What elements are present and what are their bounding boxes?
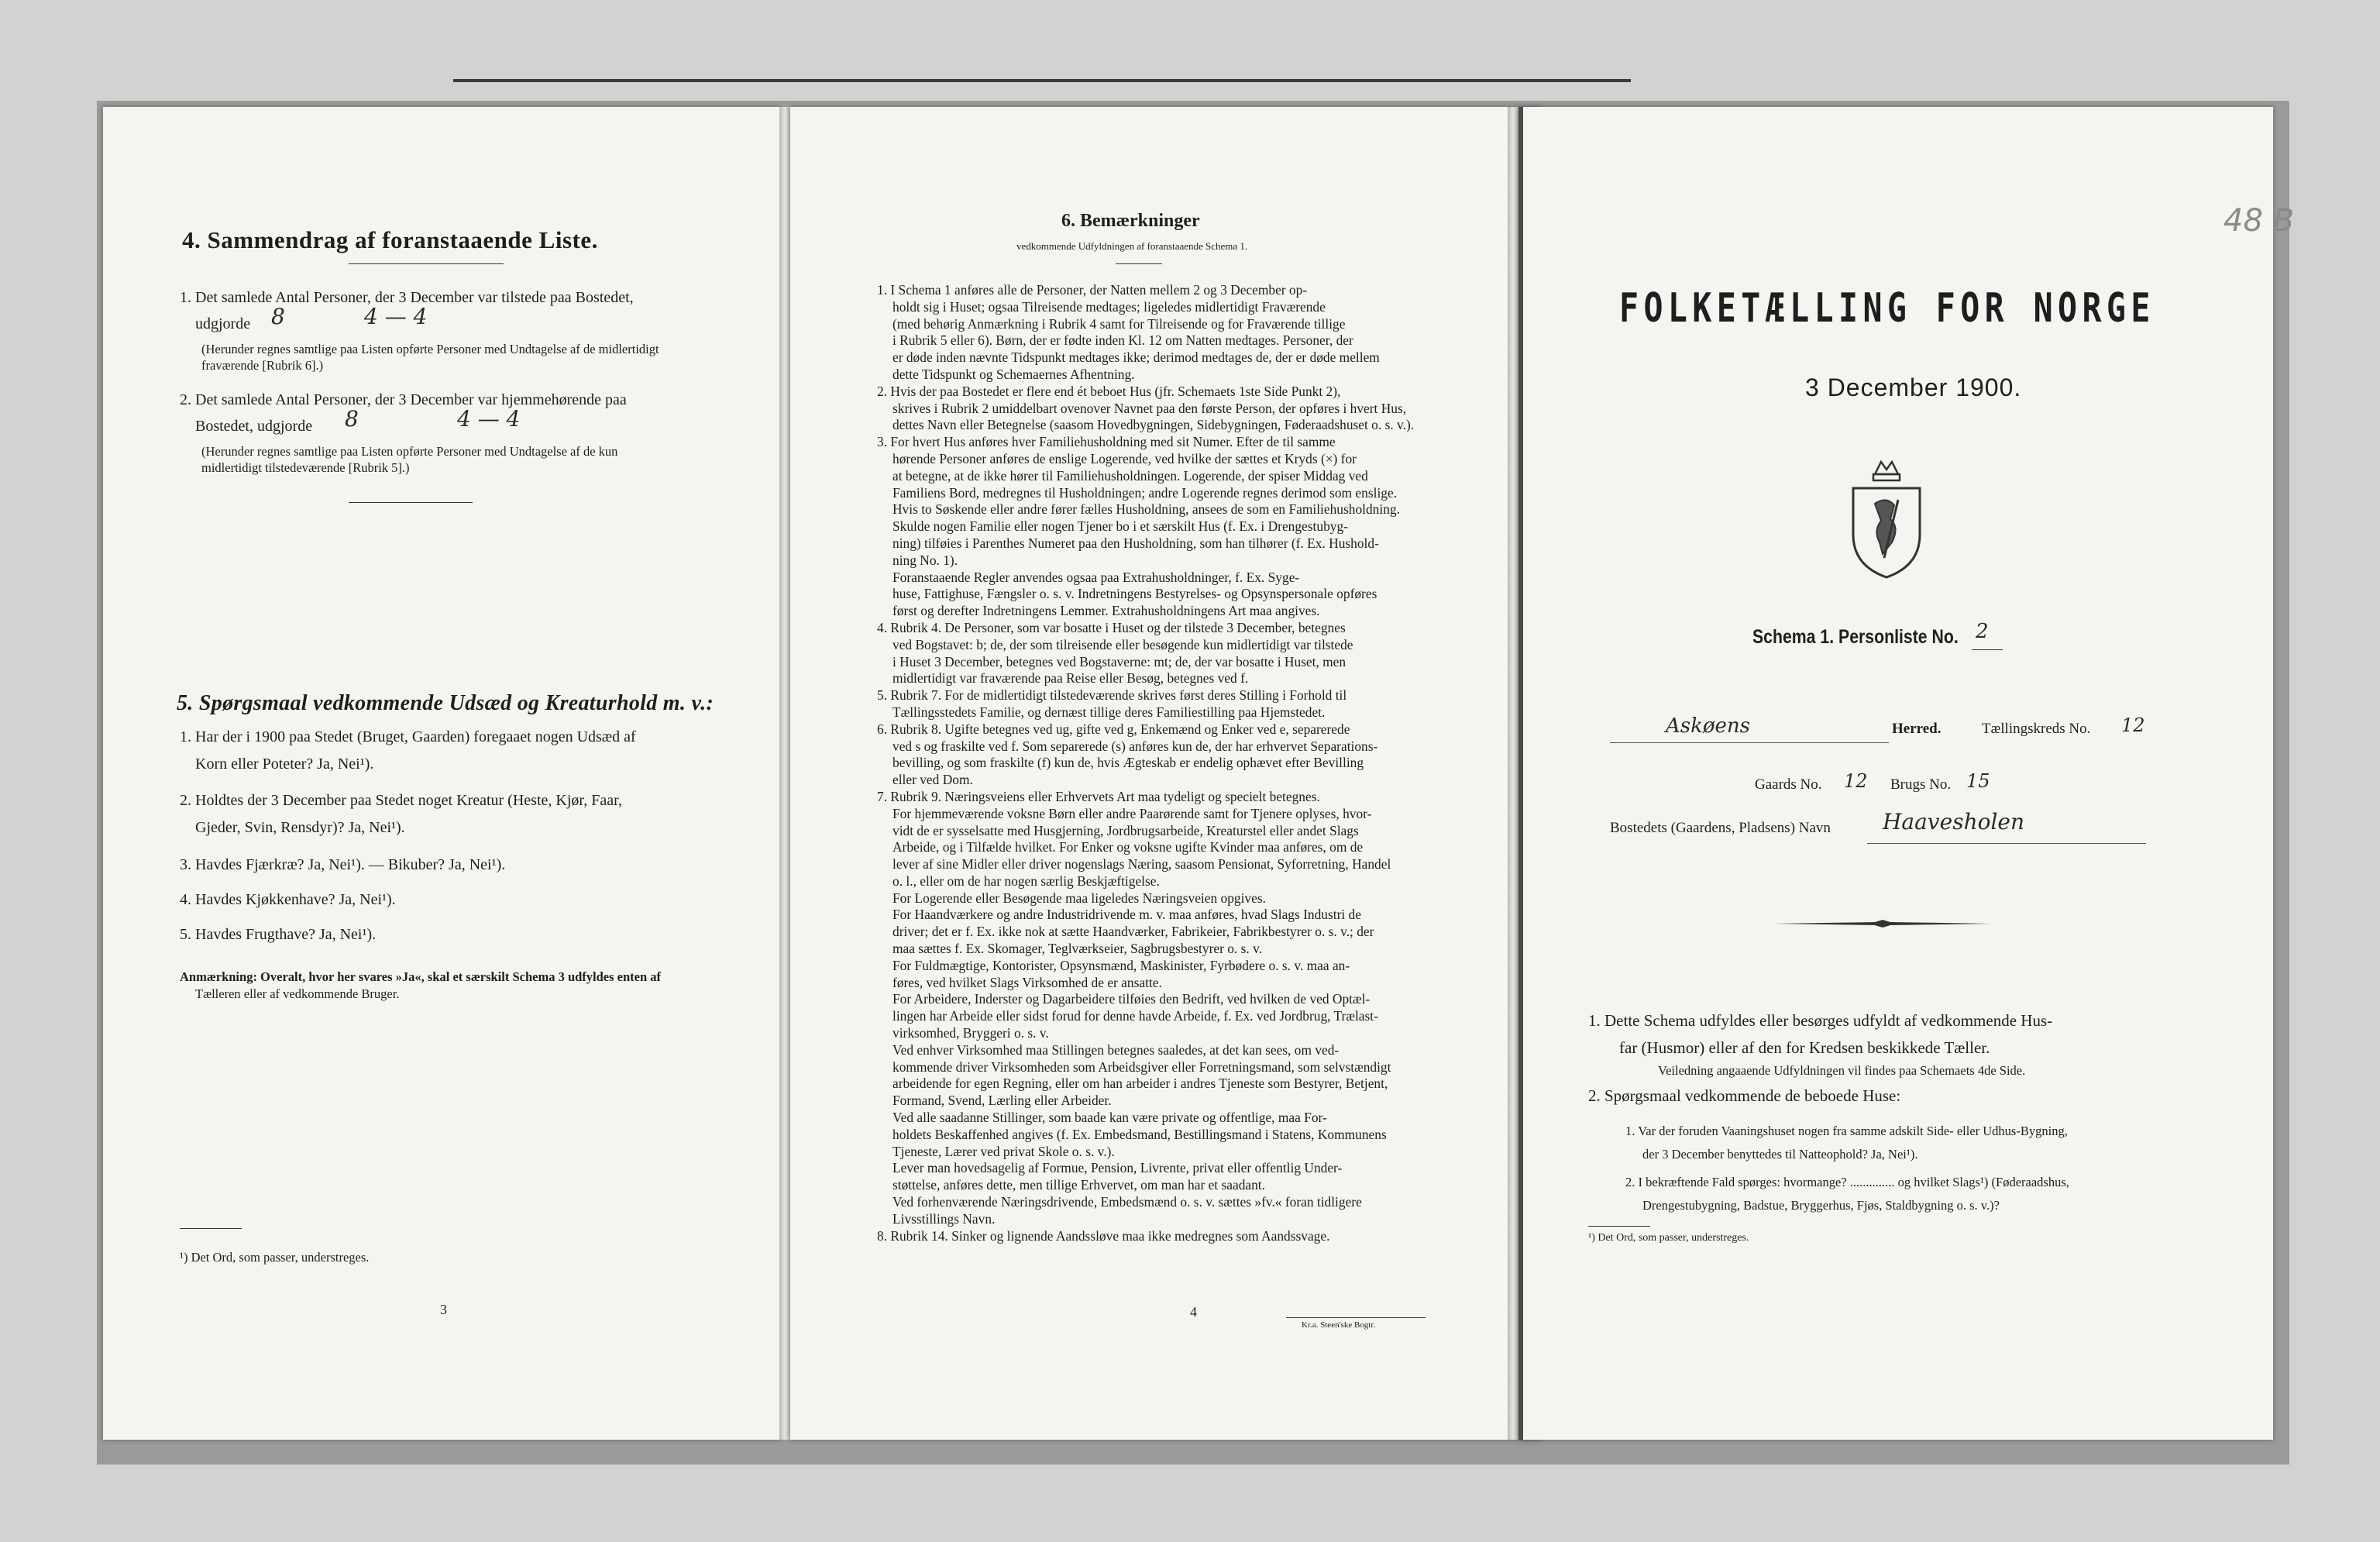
remark-line: dette Tidspunkt og Schemaernes Afhentning. [892,366,1135,382]
remark-line: arbeidende for egen Regning, eller om han arbeider i andres Tjeneste som Bestyrer, Betjent, [892,1076,1388,1092]
page-number-4: 4 [1190,1304,1197,1320]
section-rule [349,502,473,503]
remark-line: ved Bogstavet: b; de, der som tilreisende eller besøgende kun midlertidigt var tilstede [892,636,1353,652]
bosted-label: Bostedets (Gaardens, Pladsens) Navn [1610,820,1831,836]
remark-line: hørende Personer anføres de enslige Logerende, ved hvilke der sættes et Kryds (×) for [892,450,1357,466]
remark-line: 7. Rubrik 9. Næringsveiens eller Erhvervets Art maa tydeligt og specielt betegnes. [877,788,1320,804]
remark-line: først og derefter Indretningens Lemmer. Extrahusholdningens Art maa angives. [892,603,1320,619]
udsaed-heading: 5. Spørgsmaal vedkommende Udsæd og Kreaturhold m. v.: [177,691,714,715]
summary-item-2-line1: 2. Det samlede Antal Personer, der 3 December var hjemmehørende paa [180,391,627,408]
remark-line: bevilling, og som fraskilte (f) kun de, hvis Ægteskab er endelig ophævet efter Bevilling [892,755,1364,771]
remark-line: lever af sine Midler eller driver nogenslags Næring, saasom Pensionat, Syforretning, Handel [892,856,1391,873]
summary-item-1-value: 8 [271,304,285,329]
remark-line: kommende driver Virksomheden som Arbeidsgiver eller Forretningsmand, som selvstændigt [892,1058,1391,1075]
remark-line: Tællingsstedets Familie, og dernæst tillige deres Familiestilling paa Hjemstedet. [892,704,1326,720]
pencil-mark: 48 B [2224,203,2295,239]
remark-line: at betegne, at de ikke hører til Familiehusholdningen. Logerende, der spiser Middag ved [892,467,1368,484]
remark-line: Foranstaaende Regler anvendes ogsaa paa Extrahusholdninger, f. Ex. Syge- [892,569,1300,585]
brugs-label: Brugs No. [1890,776,1952,793]
question-5: 5. Havdes Frugthave? Ja, Nei¹). [180,926,377,943]
question-3: 3. Havdes Fjærkræ? Ja, Nei¹). — Bikuber? Ja, Nei¹). [180,856,506,873]
remark-line: 4. Rubrik 4. De Personer, som var bosatte i Huset og der tilstede 3 December, betegnes [877,619,1346,635]
brugs-number: 15 [1966,770,1990,792]
instruction-1-note: Veiledning angaaende Udfyldningen vil findes paa Schemaets 4de Side. [1658,1063,2026,1078]
remark-line: o. l., eller om de har nogen særlig Beskjæftigelse. [892,873,1160,889]
remark-line: Lever man hovedsagelig af Formue, Pension, Livrente, privat eller offentlig Under- [892,1160,1343,1176]
remark-line: virksomhed, Bryggeri o. s. v. [892,1025,1049,1041]
instruction-1-line2: far (Husmor) eller af den for Kredsen beskikkede Tæller. [1619,1038,1990,1057]
kreds-label: Tællingskreds No. [1982,721,2091,737]
summary-item-1-label: udgjorde [195,315,251,332]
summary-item-1-subnote1: (Herunder regnes samtlige paa Listen opførte Personer med Undtagelse af de midlertidigt [201,342,659,356]
question-4: 4. Havdes Kjøkkenhave? Ja, Nei¹). [180,891,396,908]
left-footnote: ¹) Det Ord, som passer, understreges. [180,1250,370,1265]
remark-line: i Huset 3 December, betegnes ved Bogstaverne: mt; de, der var bosatte i Huset, men [892,653,1346,669]
gaards-label: Gaards No. [1755,776,1822,793]
remark-line: i Rubrik 5 eller 6). Børn, der er fødte inden Kl. 12 om Natten medtages. Personer, der [892,332,1353,349]
remark-line: Ved forhenværende Næringsdrivende, Embedsmænd o. s. v. sættes »fv.« foran tidligere [892,1194,1362,1210]
instruction-2: 2. Spørgsmaal vedkommende de beboede Huse: [1588,1086,1901,1105]
remark-line: Familiens Bord, medregnes til Husholdningen; andre Logerende regnes derimod som enslige. [892,484,1398,501]
ornament-divider [1774,918,1991,929]
remarks-subheading: vedkommende Udfyldningen af foranstaaende Schema 1. [1016,240,1248,252]
remark-line: er døde inden nævnte Tidspunkt medtages ikke; derimod medtages de, der er døde mellem [892,349,1380,366]
house-question-1-line1: 1. Var der foruden Vaaningshuset nogen fra samme adskilt Side- eller Udhus-Bygning, [1625,1124,2068,1138]
remark-line: Hvis to Søskende eller andre fører fælles Husholdning, ansees de som en Familiehusholdning. [892,501,1400,518]
herred-line [1610,742,1889,743]
summary-item-1-subnote2: fraværende [Rubrik 6].) [201,358,324,373]
remark-line: (med behørig Anmærkning i Rubrik 4 samt for Tilreisende og for Fraværende tillige [892,315,1346,332]
remark-line: For Fuldmægtige, Kontorister, Opsynsmænd, Maskinister, Fyrbødere o. s. v. maa an- [892,957,1350,973]
top-rule [453,79,1631,82]
census-date: 3 December 1900. [1805,373,2022,401]
gaards-number: 12 [1844,770,1868,792]
right-footnote-rule [1588,1226,1650,1227]
printer-credit: Kr.a. Steen'ske Bogtr. [1302,1320,1376,1330]
remark-line: 6. Rubrik 8. Ugifte betegnes ved ug, gifte ved g, Enkemænd og Enker ved e, separerede [877,721,1350,737]
summary-item-2-note: 4 — 4 [457,406,521,432]
remark-line: skrives i Rubrik 2 umiddelbart ovenover Navnet paa den første Person, der opføres i hvert Hus, [892,400,1407,416]
remark-line: ning) tilføies i Parenthes Numeret paa den Husholdning, som han tilhører (f. Ex. Hushold- [892,535,1379,551]
remark-line: Ved enhver Virksomhed maa Stillingen betegnes saaledes, at det kan sees, om ved- [892,1041,1340,1058]
remarks-heading: 6. Bemærkninger [1061,211,1200,231]
remark-line: For Arbeidere, Inderster og Dagarbeidere tilføies den Bedrift, ved hvilken de ved Optæl- [892,991,1371,1007]
anmerkning-line2: Tælleren eller af vedkommende Bruger. [195,986,400,1001]
schema-label: Schema 1. Personliste No. [1752,626,1959,648]
personliste-line [1972,649,2003,650]
house-question-2-line2: Drengestubygning, Badstue, Bryggerhus, Fjøs, Staldbygning o. s. v.)? [1642,1198,2000,1213]
remark-line: dettes Navn eller Betegnelse (saasom Hovedbygningen, Sidebygningen, Føderaadshuset o. s. v.). [892,417,1415,433]
remark-line: For Haandværkere og andre Industridrivende m. v. maa anføres, hvad Slags Industri de [892,907,1361,923]
footnote-rule [180,1228,242,1229]
remark-line: maa sættes f. Ex. Skomager, Teglværkseier, Sagbrugsbestyrer o. s. v. [892,941,1262,957]
instruction-1-line1: 1. Dette Schema udfyldes eller besørges udfyldt af vedkommende Hus- [1588,1011,2053,1030]
bosted-value: Haavesholen [1883,809,2025,835]
question-2-line1: 2. Holdtes der 3 December paa Stedet noget Kreatur (Heste, Kjør, Faar, [180,792,622,809]
remark-line: ning No. 1). [892,552,958,568]
remark-line: støttelse, anføres dette, men tillige Erhvervet, om man har et saadant. [892,1177,1265,1193]
remark-line: eller ved Dom. [892,772,973,788]
summary-item-2-label: Bostedet, udgjorde [195,418,313,435]
remark-line: For hjemmeværende voksne Børn eller andre Paarørende samt for Tjenere oplyses, hvor- [892,805,1372,821]
question-2-line2: Gjeder, Svin, Rensdyr)? Ja, Nei¹). [195,819,405,836]
summary-item-1-line1: 1. Det samlede Antal Personer, der 3 December var tilstede paa Bostedet, [180,289,634,306]
question-1-line1: 1. Har der i 1900 paa Stedet (Bruget, Gaarden) foregaaet nogen Udsæd af [180,728,636,745]
remarks-rule [1116,263,1162,264]
page-number-3: 3 [440,1302,447,1317]
house-question-2-line1: 2. I bekræftende Fald spørges: hvormange? .............. og hvilket Slags¹) (Føderaadshus, [1625,1175,2069,1189]
right-fold [1508,107,1518,1440]
remark-line: 5. Rubrik 7. For de midlertidigt tilstedeværende skrives først deres Stilling i Forhold til [877,687,1347,704]
remark-line: ved s og fraskilte ved f. Som separerede (s) anføres kun de, der har erhvervet Separations- [892,738,1378,754]
remark-line: holdets Beskaffenhed angives (f. Ex. Embedsmand, Bestillingsmand i Statens, Kommunens [892,1126,1387,1142]
remark-line: huse, Fattighuse, Fængsler o. s. v. Indretningens Bestyrelses- og Opsynspersonale opføres [892,586,1377,602]
summary-item-2-subnote2: midlertidigt tilstedeværende [Rubrik 5].) [201,460,410,475]
summary-item-2-subnote1: (Herunder regnes samtlige paa Listen opførte Personer med Undtagelse af de kun [201,444,618,459]
right-footnote: ¹) Det Ord, som passer, understreges. [1588,1232,1749,1244]
remark-line: Livsstillings Navn. [892,1210,996,1227]
house-question-1-line2: der 3 December benyttedes til Natteophold? Ja, Nei¹). [1642,1147,1918,1162]
herred-label: Herred. [1892,721,1941,737]
bosted-line [1867,843,2146,844]
remark-line: 1. I Schema 1 anføres alle de Personer, der Natten mellem 2 og 3 December op- [877,282,1308,298]
printer-rule [1286,1317,1426,1318]
remark-line: føres, ved hvilket Slags Virksomhed de er ansatte. [892,974,1162,990]
herred-value: Askøens [1666,714,1751,738]
remark-line: driver; det er f. Ex. ikke nok at sætte Haandværker, Fabrikeier, Fabrikbestyrer o. s. v.; der [892,924,1374,940]
census-title: FOLKETÆLLING FOR NORGE [1619,285,2155,332]
personliste-number: 2 [1976,620,1989,643]
summary-item-2-value: 8 [345,406,359,432]
kreds-number: 12 [2121,714,2145,736]
anmerkning-line1: Anmærkning: Overalt, hvor her svares »Ja«, skal et særskilt Schema 3 udfyldes enten af [180,969,662,984]
remark-line: lingen har Arbeide eller sidst forud for denne havde Arbeide, f. Ex. ved Jordbrug, Trælast- [892,1008,1378,1024]
remark-line: Formand, Svend, Lærling eller Arbeider. [892,1093,1112,1109]
remark-line: For Logerende eller Besøgende maa ligeledes Næringsveien opgives. [892,890,1266,906]
remark-line: vidt de er sysselsatte med Husgjerning, Jordbrugsarbeide, Kreaturstel eller andet Slags [892,822,1359,838]
summary-item-1-note: 4 — 4 [364,304,428,329]
remark-line: midlertidigt var fraværende paa Reise eller Besøg, betegnes ved f. [892,670,1249,687]
remark-line: Skulde nogen Familie eller nogen Tjener bo i et særskilt Hus (f. Ex. i Drengestubyg- [892,518,1348,535]
remark-line: holdt sig i Huset; ogsaa Tilreisende medtages; ligeledes midlertidigt Fraværende [892,298,1326,315]
remark-line: 2. Hvis der paa Bostedet er flere end ét beboet Hus (jfr. Schemaets 1ste Side Punkt 2), [877,383,1341,399]
left-fold [779,107,790,1440]
remark-line: Ved alle saadanne Stillinger, som baade kan være private og offentlige, maa For- [892,1110,1327,1126]
remark-line: Tjeneste, Lærer ved privat Skole o. s. v.). [892,1143,1115,1159]
remark-line: 8. Rubrik 14. Sinker og lignende Aandssløve maa ikke medregnes som Aandssvage. [877,1227,1330,1244]
question-1-line2: Korn eller Poteter? Ja, Nei¹). [195,756,374,773]
heading-rule [349,263,504,264]
remarks-body [877,282,1450,1244]
summary-heading: 4. Sammendrag af foranstaaende Liste. [182,226,598,253]
remark-line: 3. For hvert Hus anføres hver Familiehusholdning med sit Numer. Efter de til samme [877,434,1336,450]
remark-line: Arbeide, og i Tilfælde hvilket. For Enker og voksne ugifte Kvinder maa anføres, om de [892,839,1364,855]
coat-of-arms-icon [1844,457,1929,581]
